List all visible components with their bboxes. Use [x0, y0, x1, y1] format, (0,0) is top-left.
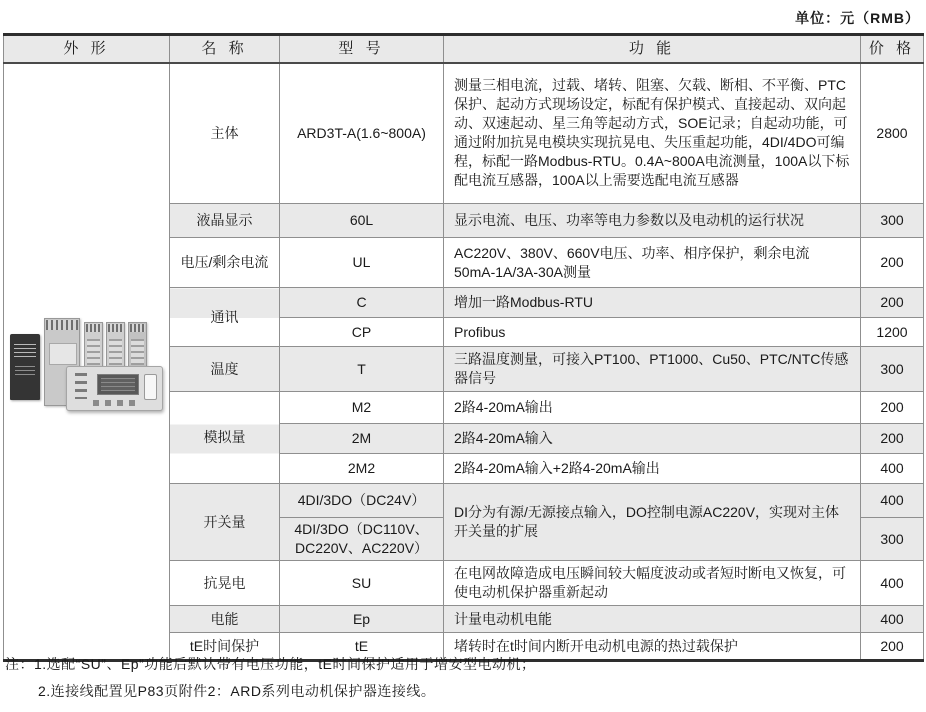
name-cell: 主体: [170, 63, 280, 204]
name-cell: 液晶显示: [170, 204, 280, 238]
col-header-function: 功 能: [444, 35, 861, 63]
col-header-model: 型 号: [280, 35, 444, 63]
col-header-name: 名 称: [170, 35, 280, 63]
model-cell: SU: [280, 561, 444, 606]
header-row: [4, 35, 924, 63]
price-cell: 400: [861, 484, 924, 518]
function-cell: 2路4-20mA输入: [444, 424, 861, 454]
appearance-cell: [4, 63, 170, 661]
price-cell: 200: [861, 392, 924, 424]
price-cell: 300: [861, 204, 924, 238]
note-line: 2.连接线配置见P83页附件2：ARD系列电动机保护器连接线。: [38, 683, 436, 699]
name-cell: 温度: [170, 347, 280, 392]
led-indicators: [75, 373, 87, 399]
model-cell: 2M: [280, 424, 444, 454]
footnotes: [5, 654, 535, 708]
function-cell: 堵转时在t时间内断开电动机电源的热过载保护: [444, 633, 861, 661]
table-row-main: [4, 63, 924, 204]
panel-buttons: [93, 400, 141, 406]
price-cell: 200: [861, 424, 924, 454]
function-cell: 计量电动机电能: [444, 606, 861, 633]
col-header-appearance: 外 形: [4, 35, 170, 63]
rocker-switch: [144, 374, 157, 400]
model-cell: ARD3T-A(1.6~800A): [280, 63, 444, 204]
name-cell: 电压/剩余电流: [170, 238, 280, 288]
name-cell: 电能: [170, 606, 280, 633]
model-cell: T: [280, 347, 444, 392]
model-cell: 4DI/3DO（DC24V）: [280, 484, 444, 518]
name-cell: 模拟量: [170, 392, 280, 484]
function-cell: AC220V、380V、660V电压、功率、相序保护，剩余电流50mA-1A/3A-30A测量: [444, 238, 861, 288]
model-cell: 2M2: [280, 454, 444, 484]
model-cell: CP: [280, 318, 444, 347]
price-cell: 1200: [861, 318, 924, 347]
function-cell: 测量三相电流，过载、堵转、阻塞、欠载、断相、不平衡、PTC保护、起动方式现场设定，标配有保护模式、直接起动、双向起动、双速起动、星三角等起动方式，SOE记录；自起动功能，可通过附加抗晃电模块实现抗晃电、失压重起功能，4DI/4DO可编程，标配一路Modbus-RTU。0.4A~800A电流测量，100A以下标配电流互感器，100A以上需要选配电流互感器: [444, 63, 861, 204]
price-cell: 400: [861, 561, 924, 606]
function-cell: 在电网故障造成电压瞬间较大幅度波动或者短时断电又恢复，可使电动机保护器重新起动: [444, 561, 861, 606]
function-cell: 增加一路Modbus-RTU: [444, 288, 861, 318]
price-cell: 300: [861, 347, 924, 392]
lcd-screen: [97, 374, 139, 395]
function-cell: DI分为有源/无源接点输入，DO控制电源AC220V，实现对主体开关量的扩展: [444, 484, 861, 561]
function-cell: Profibus: [444, 318, 861, 347]
function-cell: 显示电流、电压、功率等电力参数以及电动机的运行状况: [444, 204, 861, 238]
price-cell: 200: [861, 288, 924, 318]
name-cell: tE时间保护: [170, 633, 280, 661]
model-cell: tE: [280, 633, 444, 661]
name-cell: 通讯: [170, 288, 280, 347]
function-cell: 2路4-20mA输入+2路4-20mA输出: [444, 454, 861, 484]
model-cell: C: [280, 288, 444, 318]
name-cell: 抗晃电: [170, 561, 280, 606]
model-cell: UL: [280, 238, 444, 288]
price-cell: 200: [861, 633, 924, 661]
price-cell: 400: [861, 606, 924, 633]
name-cell: 开关量: [170, 484, 280, 561]
dark-module-image: [10, 334, 40, 400]
price-table: [3, 33, 924, 662]
col-header-price: 价 格: [861, 35, 924, 63]
model-cell: 4DI/3DO（DC110V、DC220V、AC220V）: [280, 518, 444, 561]
product-photo: [8, 310, 166, 412]
note-line: 注：1.选配“SU”、Ep”功能后默认带有电压功能，tE时间保护适用于增安型电动机；: [5, 656, 536, 672]
function-cell: 三路温度测量，可接入PT100、PT1000、Cu50、PTC/NTC传感器信号: [444, 347, 861, 392]
unit-label: 单位：元（RMB）: [795, 10, 920, 26]
model-cell: M2: [280, 392, 444, 424]
price-cell: 200: [861, 238, 924, 288]
function-cell: 2路4-20mA输出: [444, 392, 861, 424]
price-cell: 2800: [861, 63, 924, 204]
model-cell: 60L: [280, 204, 444, 238]
model-cell: Ep: [280, 606, 444, 633]
price-cell: 400: [861, 454, 924, 484]
price-cell: 300: [861, 518, 924, 561]
display-panel-image: [66, 366, 163, 411]
